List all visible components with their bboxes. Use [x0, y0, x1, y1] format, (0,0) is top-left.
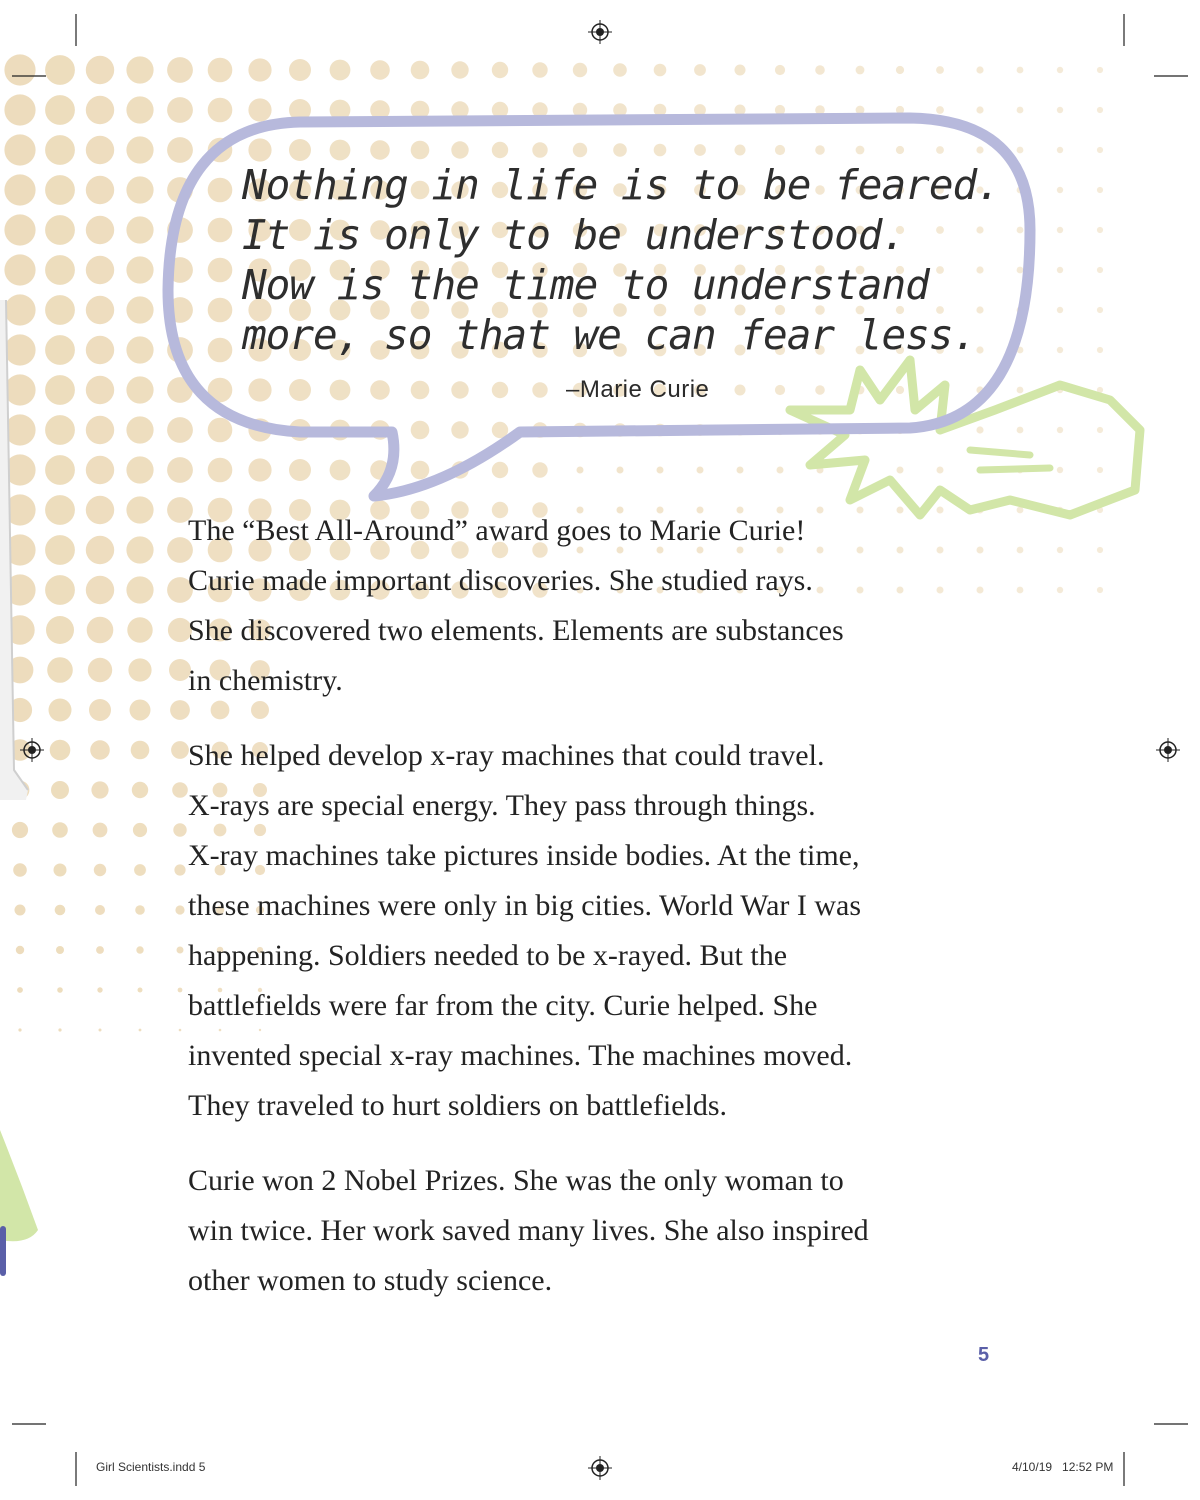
text-line: She helped develop x-ray machines that could travel.: [188, 739, 825, 772]
slug-datetime: 4/10/19 12:52 PM: [1012, 1460, 1114, 1474]
quote-line: Nothing in life is to be feared.: [242, 161, 1000, 209]
text-line: win twice. Her work saved many lives. She also inspired: [188, 1214, 869, 1247]
registration-mark-icon: [1156, 738, 1180, 762]
text-line: these machines were only in big cities. World War I was: [188, 889, 862, 922]
text-line: Curie won 2 Nobel Prizes. She was the only woman to: [188, 1164, 844, 1197]
text-line: They traveled to hurt soldiers on battlefields.: [188, 1089, 728, 1122]
text-line: The “Best All-Around” award goes to Marie Curie!: [188, 514, 806, 547]
quote-line: Now is the time to understand: [242, 261, 929, 309]
registration-mark-icon: [588, 20, 612, 44]
registration-mark-icon: [588, 1456, 612, 1480]
page-number: 5: [978, 1344, 990, 1366]
text-line: in chemistry.: [188, 664, 343, 697]
text-line: Curie made important discoveries. She studied rays.: [188, 564, 813, 597]
quote-attribution: –Marie Curie: [566, 376, 710, 403]
text-line: She discovered two elements. Elements are substances: [188, 614, 844, 647]
slug-file-name: Girl Scientists.indd 5: [96, 1460, 206, 1474]
quote-line: more, so that we can fear less.: [242, 311, 977, 359]
text-line: X-ray machines take pictures inside bodies. At the time,: [188, 839, 860, 872]
text-line: happening. Soldiers needed to be x-rayed. But the: [188, 939, 788, 972]
quote-line: It is only to be understood.: [242, 211, 906, 259]
text-line: other women to study science.: [188, 1264, 553, 1297]
text-line: battlefields were far from the city. Curie helped. She: [188, 989, 818, 1022]
text-line: X-rays are special energy. They pass through things.: [188, 789, 816, 822]
text-line: invented special x-ray machines. The machines moved.: [188, 1039, 853, 1072]
registration-mark-icon: [20, 738, 44, 762]
